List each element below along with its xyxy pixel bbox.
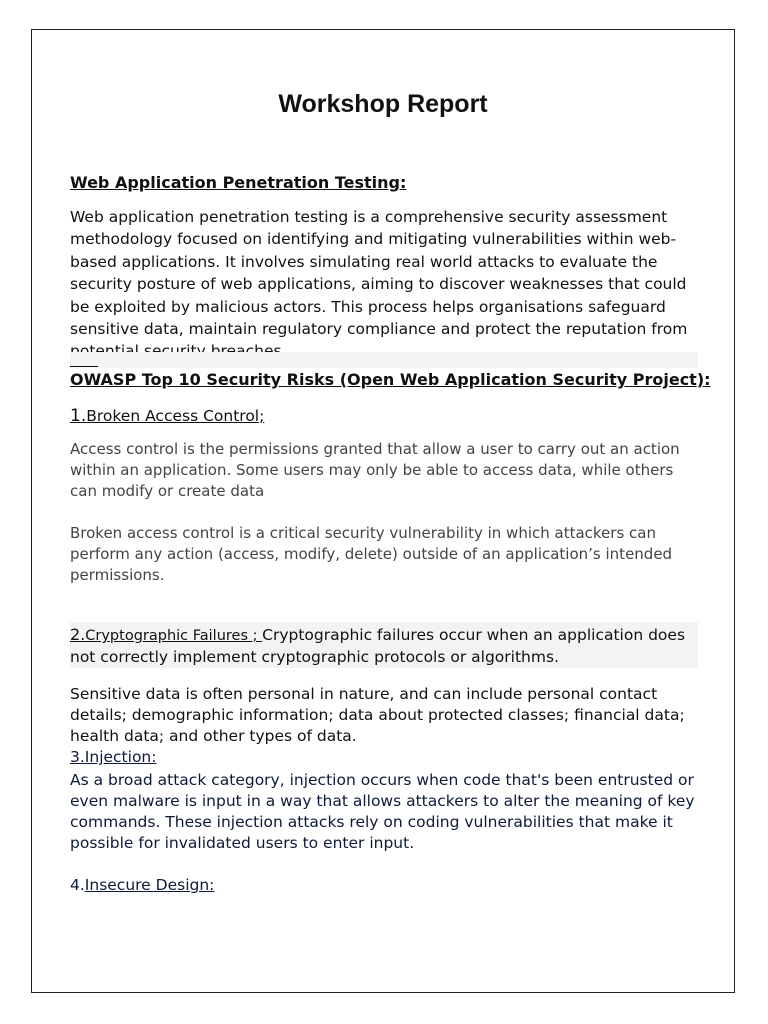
pentest-paragraph: Web application penetration testing is a comprehensive security assessment methodology focused on identifying and mitigating vulnerabilities within web-based applications. It involves simulating real world attacks to evaluate the security posture of web applications, aiming to discover weaknesses that could be exploited by malicious actors. This process helps organisations safeguard sensitive data, maintain regulatory compliance and protect the reputation from <box>70 208 688 339</box>
owasp-heading: OWASP Top 10 Security Risks (Open Web Application Security Project): <box>70 370 711 389</box>
item3-number: 3. <box>70 748 85 766</box>
item2-inline-text: Cryptographic failures occur when an application does not correctly implement cryptographic protocols or algorithms. <box>70 626 686 666</box>
item3-heading <box>70 748 696 766</box>
item4-heading <box>70 876 696 894</box>
item1-paragraph-2: Broken access control is a critical security vulnerability in which attackers can perform any action (access, modify, delete) outside of an application’s intended permissions. <box>70 524 673 584</box>
item1-heading <box>70 406 696 426</box>
item1-paragraph-1: Access control is the permissions granted that allow a user to carry out an action within an application. Some users may only be able to access data, while others can modify or create data <box>70 440 680 500</box>
item1-label: Broken Access Control; <box>86 407 265 425</box>
item3-paragraph: As a broad attack category, injection occurs when code that's been entrusted or even malware is input in a way that allows attackers to alter the meaning of key commands. These injection attacks rely on coding vulnerabilities that make it possible for invalidated users to enter input. <box>70 771 695 852</box>
item2-block <box>70 624 698 668</box>
item2-number: 2. <box>70 625 86 644</box>
item2-label: Cryptographic Failures ; <box>85 628 263 644</box>
page-title: Workshop Report <box>278 90 488 118</box>
item2-paragraph: Sensitive data is often personal in nature, and can include personal contact details; demographic information; data about protected classes; financial data; health data; and other types of data. <box>70 685 685 745</box>
section-heading-pentest: Web Application Penetration Testing: <box>70 173 407 192</box>
item3-label: Injection: <box>84 748 157 766</box>
item4-label: Insecure Design: <box>84 876 215 894</box>
item1-number: 1. <box>70 406 87 426</box>
underline-mark <box>70 352 696 371</box>
item4-number: 4. <box>70 876 85 894</box>
document-page <box>31 29 735 993</box>
